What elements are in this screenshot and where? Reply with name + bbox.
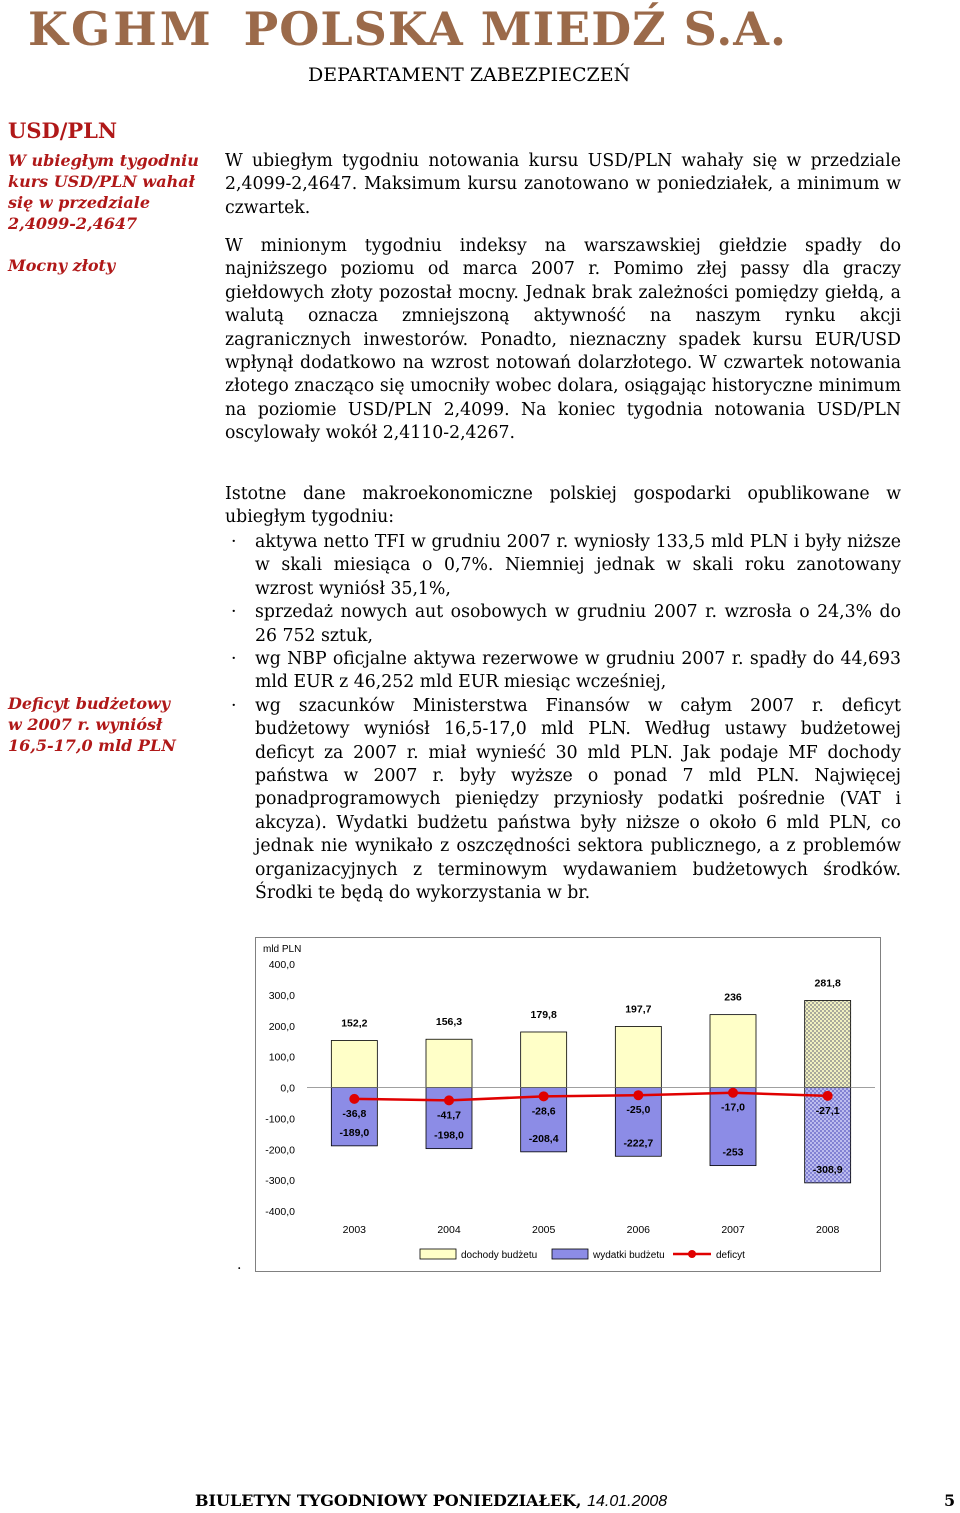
sidebar-title: USD/PLN bbox=[8, 118, 118, 143]
list-item bbox=[225, 695, 901, 906]
legend-swatch-expense bbox=[552, 1249, 588, 1259]
expense-value-label: -198,0 bbox=[434, 1129, 464, 1142]
deficit-point bbox=[823, 1091, 833, 1101]
x-tick-label: 2004 bbox=[437, 1224, 461, 1236]
company-logo bbox=[28, 2, 787, 56]
deficit-point bbox=[539, 1091, 549, 1101]
deficit-point bbox=[349, 1094, 359, 1104]
income-value-label: 156,3 bbox=[435, 1016, 463, 1029]
y-tick-label: 100,0 bbox=[268, 1051, 295, 1064]
sidebar-note-usdpln: W ubiegłym tygodniu kurs USD/PLN wahał się w przedziale 2,4099-2,4647 bbox=[8, 151, 199, 233]
deficit-value-label: -36,8 bbox=[342, 1107, 367, 1120]
sidebar-note-deficit: Deficyt budżetowy w 2007 r. wyniósł 16,5-17,0 mld PLN bbox=[8, 694, 176, 755]
footer-date: 14.01.2008 bbox=[587, 1493, 668, 1510]
expense-value-label: -308,9 bbox=[812, 1163, 843, 1176]
deficit-value-label: -41,7 bbox=[437, 1109, 461, 1122]
sidebar-note-zloty: Mocny złoty bbox=[8, 256, 116, 275]
y-tick-label: 300,0 bbox=[268, 989, 295, 1002]
expense-value-label: -222,7 bbox=[623, 1137, 654, 1150]
deficit-value-label: -27,1 bbox=[815, 1104, 840, 1117]
bullet-mark: · bbox=[231, 532, 237, 552]
list-item bbox=[225, 531, 901, 601]
y-axis-label: mld PLN bbox=[263, 944, 302, 955]
paragraph-macro-intro: Istotne dane makroekonomiczne polskiej gospodarki opublikowane w ubiegłym tygodniu: bbox=[225, 484, 901, 528]
bullet-text: wg NBP oficjalne aktywa rezerwowe w grudniu 2007 r. spadły do 44,693 mld EUR z 46,252 mld EUR miesiąc wcześniej, bbox=[255, 649, 901, 693]
paragraph-market: W minionym tygodniu indeksy na warszawskiej giełdzie spadły do najniższego poziomu od marca 2007 r. Pomimo złej passy dla graczy giełdowych złoty pozostał mocny. Jednak brak zależności pomiędzy giełdą, a walutą oznacza zmniejszoną aktywność na naszym rynku akcji zagranicznych inwestorów. Ponadto, nieznaczny spadek kursu EUR/USD wpłynął dodatkowo na wzrost notowań dolarzłotego. W czwartek notowania złotego znacząco się umocniły wobec dolara, osiągając historyczne minimum na poziomie USD/PLN 2,4099. Na koniec tygodnia notowania USD/PLN oscylowały wokół 2,4110-2,4267. bbox=[225, 236, 901, 444]
x-tick-label: 2003 bbox=[342, 1224, 367, 1236]
deficit-value-label: -28,6 bbox=[531, 1105, 556, 1118]
income-value-label: 152,2 bbox=[341, 1017, 368, 1030]
bullet-mark: · bbox=[231, 602, 237, 623]
deficit-point bbox=[444, 1095, 454, 1105]
paragraph-usdpln: W ubiegłym tygodniu notowania kursu USD/PLN wahały się w przedziale 2,4099-2,4647. Maksimum kursu zanotowano w poniedziałek, a minimum w czwartek. bbox=[225, 151, 901, 218]
legend-label-income: dochody budżetu bbox=[461, 1250, 538, 1261]
income-bar bbox=[805, 1000, 851, 1087]
deficit-value-label: -17,0 bbox=[721, 1101, 745, 1114]
expense-value-label: -208,4 bbox=[528, 1132, 559, 1145]
income-value-label: 236 bbox=[724, 991, 742, 1004]
x-tick-label: 2007 bbox=[721, 1224, 745, 1236]
footer-title: BIULETYN TYGODNIOWY PONIEDZIAŁEK, bbox=[195, 1491, 582, 1510]
logo-kghm: KGHM bbox=[28, 2, 214, 56]
x-tick-label: 2006 bbox=[626, 1224, 651, 1236]
department-title: DEPARTAMENT ZABEZPIECZEŃ bbox=[308, 64, 631, 86]
deficit-point bbox=[633, 1090, 643, 1100]
bullet-text: sprzedaż nowych aut osobowych w grudniu 2007 r. wzrosła o 24,3% do 26 752 sztuk, bbox=[255, 602, 901, 646]
expense-value-label: -253 bbox=[722, 1146, 744, 1159]
stray-dot: . bbox=[237, 1257, 242, 1273]
legend-label-deficit: deficyt bbox=[716, 1250, 745, 1261]
budget-chart bbox=[255, 937, 881, 1272]
legend-point-deficit bbox=[688, 1250, 696, 1258]
y-tick-label: 0,0 bbox=[280, 1082, 295, 1095]
expense-value-label: -189,0 bbox=[339, 1126, 370, 1139]
y-tick-label: -300,0 bbox=[265, 1175, 295, 1188]
income-bar bbox=[331, 1041, 377, 1088]
y-tick-label: -100,0 bbox=[265, 1113, 295, 1126]
macro-bullet-list bbox=[225, 531, 901, 906]
bullet-text: aktywa netto TFI w grudniu 2007 r. wyniosły 133,5 mld PLN i były niższe w skali miesiąca o 0,7%. Niemniej jednak w skali roku zanotowany wzrost wyniósł 35,1%, bbox=[255, 532, 901, 599]
income-bar bbox=[426, 1039, 472, 1087]
income-bar bbox=[710, 1015, 756, 1088]
deficit-value-label: -25,0 bbox=[626, 1104, 651, 1117]
income-bar bbox=[615, 1026, 661, 1087]
deficit-line bbox=[354, 1093, 827, 1101]
x-tick-label: 2008 bbox=[815, 1224, 840, 1236]
income-value-label: 197,7 bbox=[625, 1003, 652, 1016]
legend-label-expense: wydatki budżetu bbox=[593, 1250, 665, 1261]
list-item bbox=[225, 648, 901, 695]
bullet-mark: · bbox=[231, 649, 237, 670]
page-number: 5 bbox=[944, 1491, 956, 1510]
x-tick-label: 2005 bbox=[531, 1224, 556, 1236]
y-tick-label: -400,0 bbox=[265, 1206, 295, 1218]
y-tick-label: 400,0 bbox=[268, 959, 295, 971]
deficit-point bbox=[728, 1088, 738, 1098]
y-tick-label: -200,0 bbox=[265, 1144, 295, 1157]
bulletin-footer bbox=[195, 1491, 667, 1511]
bullet-text: wg szacunków Ministerstwa Finansów w całym 2007 r. deficyt budżetowy wyniósł 16,5-17,0 mld PLN. Według ustawy budżetowej deficyt za 2007 r. miał wynieść 30 mld PLN. Jak podaje MF dochody państwa w 2007 r. były wyższe o ponad 7 mld PLN. Najwięcej ponadprogramowych pieniędzy przyniosły podatki pośrednie (VAT i akcyza). Wydatki budżetu państwa były niższe o około 6 mld PLN, co jednak nie wynikało z oszczędności sektora publicznego, a z problemów organizacyjnych z terminowym wydawaniem budżetowych środków. Środki te będą do wykorzystania w br. bbox=[255, 695, 901, 904]
income-value-label: 281,8 bbox=[814, 977, 841, 990]
y-tick-label: 200,0 bbox=[268, 1020, 295, 1033]
income-bar bbox=[521, 1032, 567, 1088]
list-item bbox=[225, 601, 901, 648]
logo-company-name: POLSKA MIEDŹ S.A. bbox=[243, 2, 787, 56]
income-value-label: 179,8 bbox=[530, 1008, 557, 1021]
legend-swatch-income bbox=[420, 1249, 456, 1259]
bullet-mark: · bbox=[231, 695, 237, 716]
